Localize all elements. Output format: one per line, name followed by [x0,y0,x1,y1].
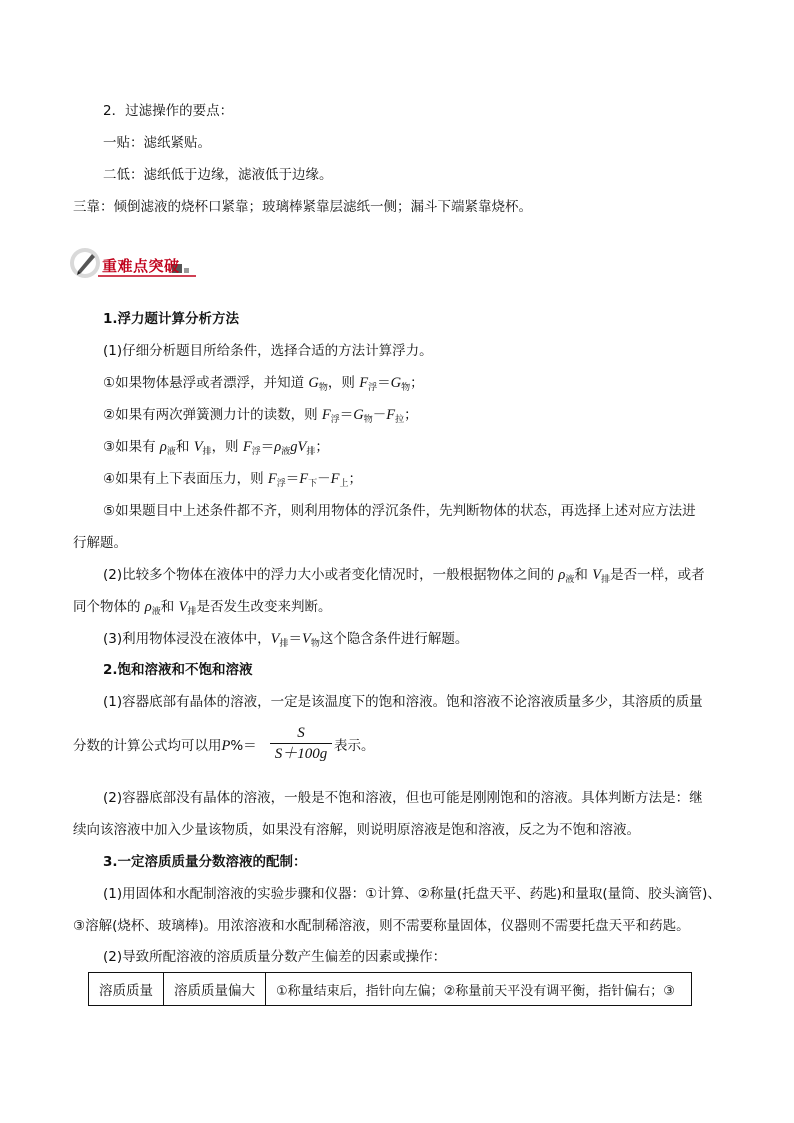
filtration-one: 一贴：滤纸紧贴。 [103,135,211,151]
buoyancy-method-5b: 行解题。 [73,535,127,551]
buoyancy-p2b: 同个物体的 $\rho_液$和 $V_排$是否发生改变来判断。 [73,599,332,617]
table-cell: ①称量结束后，指针向左偏；②称量前天平没有调平衡，指针偏右；③ [266,973,692,1006]
filtration-two: 二低：滤纸低于边缘，滤液低于边缘。 [103,167,333,183]
table-row [89,973,692,1006]
saturation-p2b: 续向该溶液中加入少量该物质，如果没有溶解，则说明原溶液是饱和溶液，反之为不饱和溶液。 [73,822,640,838]
table-cell: 溶质质量 [89,973,164,1006]
filtration-three: 三靠：倾倒滤液的烧杯口紧靠；玻璃棒紧靠层滤纸一侧；漏斗下端紧靠烧杯。 [73,199,532,215]
mass-fraction-formula: S S＋100g [270,724,332,763]
preparation-heading: 3.一定溶质质量分数溶液的配制： [103,854,307,870]
buoyancy-p3: (3)利用物体浸没在液体中，$V_排=V_物$这个隐含条件进行解题。 [103,631,469,649]
saturation-heading: 2.饱和溶液和不饱和溶液 [103,662,253,678]
saturation-p1b: 分数的计算公式均可以用P%＝ [73,738,257,754]
preparation-p1b: ③溶解(烧杯、玻璃棒)。用浓溶液和水配制稀溶液，则不需要称量固体，仪器则不需要托盘天平和药匙。 [73,918,690,934]
saturation-p2a: (2)容器底部没有晶体的溶液，一般是不饱和溶液，但也可能是刚刚饱和的溶液。具体判断方法是：继 [103,790,703,806]
buoyancy-method-2: ②如果有两次弹簧测力计的读数，则 $F_浮=G_物-F_拉$； [103,407,418,425]
buoyancy-method-4: ④如果有上下表面压力，则 $F_浮=F_下-F_上$； [103,471,363,489]
table-cell: 溶质质量偏大 [164,973,266,1006]
buoyancy-method-1: ①如果物体悬浮或者漂浮，并知道 $G_物$，则 $F_浮=G_物$； [103,375,424,393]
saturation-p1a: (1)容器底部有晶体的溶液，一定是该温度下的饱和溶液。饱和溶液不论溶液质量多少，其溶质的质量 [103,694,703,710]
deviation-table [88,972,692,1006]
buoyancy-p2a: (2)比较多个物体在液体中的浮力大小或者变化情况时，一般根据物体之间的 $\rho_液$和 $V_排$是否一样，或者 [103,567,705,585]
section-header [68,246,198,280]
buoyancy-method-5a: ⑤如果题目中上述条件都不齐，则利用物体的浮沉条件，先判断物体的状态，再选择上述对应方法进 [103,503,696,519]
preparation-p2: (2)导致所配溶液的溶质质量分数产生偏差的因素或操作： [103,949,447,965]
section-title: 重难点突破 [102,257,180,275]
buoyancy-heading: 1.浮力题计算分析方法 [103,311,240,327]
saturation-p1b-tail: 表示。 [334,738,375,754]
filtration-heading: 2．过滤操作的要点： [103,103,234,119]
buoyancy-method-3: ③如果有 $\rho_液$和 $V_排$，则 $F_浮=\rho_液gV_排$； [103,439,329,457]
preparation-p1a: (1)用固体和水配制溶液的实验步骤和仪器：①计算、②称量(托盘天平、药匙)和量取(量筒、胶头滴管)、 [103,886,721,902]
buoyancy-p1: (1)仔细分析题目所给条件，选择合适的方法计算浮力。 [103,343,433,359]
